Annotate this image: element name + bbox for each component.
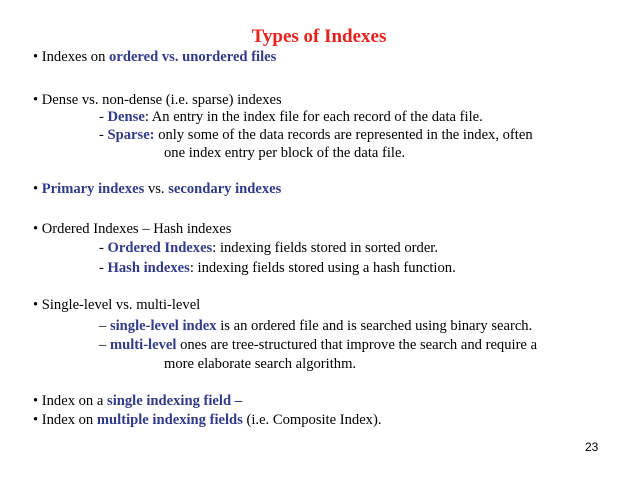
sub-sparse: - Sparse: only some of the data records are represented in the index, often <box>99 127 533 143</box>
keyword: Sparse: <box>107 127 155 143</box>
sub-sparse-cont: one index entry per block of the data file. <box>164 145 406 161</box>
sub-multi-level-cont: more elaborate search algorithm. <box>164 356 357 372</box>
keyword: Ordered Indexes <box>107 240 213 256</box>
sub-hash-indexes: - Hash indexes: indexing fields stored using a hash function. <box>99 260 456 276</box>
keyword: ordered vs. unordered files <box>109 49 277 65</box>
keyword: Primary indexes <box>41 181 145 197</box>
page-number: 23 <box>585 440 599 454</box>
sub-ordered-indexes: - Ordered Indexes: indexing fields stored in sorted order. <box>99 240 439 256</box>
slide-title: Types of Indexes <box>251 26 387 47</box>
bullet-dense-vs-nondense: • Dense vs. non-dense (i.e. sparse) indexes <box>33 92 282 108</box>
keyword: secondary indexes <box>168 181 282 197</box>
keyword: Hash indexes <box>107 260 190 276</box>
sub-multi-level: – multi-level ones are tree-structured that improve the search and require a <box>99 337 538 353</box>
bullet-ordered-hash: • Ordered Indexes – Hash indexes <box>33 221 232 237</box>
bullet-ordered-files: • Indexes on ordered vs. unordered files <box>33 49 277 65</box>
keyword: multi-level <box>109 337 177 353</box>
keyword: Dense <box>107 109 145 125</box>
sub-single-level: – single-level index is an ordered file and is searched using binary search. <box>99 318 533 334</box>
sub-dense: - Dense: An entry in the index file for each record of the data file. <box>99 109 483 125</box>
keyword: single-level index <box>109 318 217 334</box>
bullet-single-multi-level: • Single-level vs. multi-level <box>33 297 201 313</box>
bullet-single-field: • Index on a single indexing field – <box>33 393 243 409</box>
bullet-primary-secondary: • Primary indexes vs. secondary indexes <box>33 181 282 197</box>
bullet-multiple-fields: • Index on multiple indexing fields (i.e. Composite Index). <box>33 412 382 428</box>
keyword: single indexing field – <box>107 393 243 409</box>
keyword: multiple indexing fields <box>96 412 243 428</box>
